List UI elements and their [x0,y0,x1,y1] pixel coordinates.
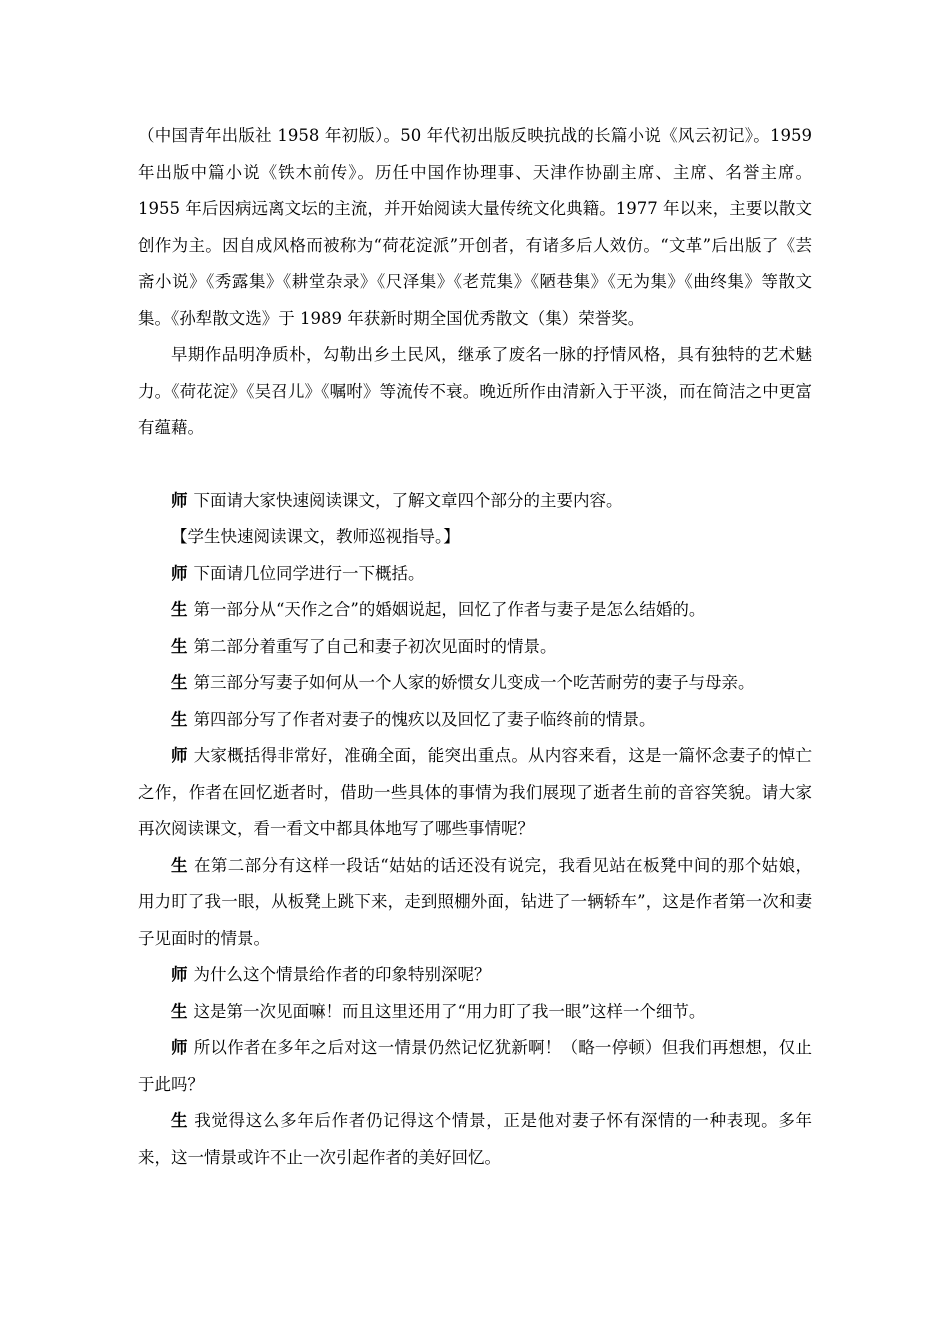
speaker-label: 生 [171,1001,188,1021]
paragraph-gap [138,447,812,483]
dialogue-line [138,1103,812,1176]
dialogue-line [138,665,812,702]
speaker-label: 师 [171,1038,188,1057]
dialogue-line [138,738,812,848]
dialogue-text: 为什么这个情景给作者的印象特别深呢？ [193,965,491,984]
bio-paragraph: （中国青年出版社 1958 年初版）。50 年代初出版反映抗战的长篇小说《风云初记》。1959 年出版中篇小说《铁木前传》。历任中国作协理事、天津作协副主席、主席、名誉主席。1955 年后因病远离文坛的主流，并开始阅读大量传统文化典籍。1977 年以来，主要以散文创作为主。因自成风格而被称为“荷花淀派”开创者，有诸多后人效仿。“文革”后出版了《芸斋小说》《秀露集》《耕堂杂录》《尺泽集》《老荒集》《陋巷集》《无为集》《曲终集》等散文集。《孙犁散文选》于 1989 年获新时期全国优秀散文（集）荣誉奖。 [138,126,812,328]
dialogue-line [138,702,812,739]
dialogue-text: 【学生快速阅读课文，教师巡视指导。】 [171,527,460,546]
speaker-label: 生 [171,673,188,692]
speaker-label: 师 [171,563,188,583]
dialogue-text: 所以作者在多年之后对这一情景仍然记忆犹新啊！（略一停顿）但我们再想想，仅止于此吗？ [138,1038,813,1094]
speaker-label: 师 [171,746,188,765]
dialogue-line [138,556,812,593]
dialogue-line [138,483,812,520]
speaker-label: 生 [171,855,188,875]
dialogue-text: 第三部分写妻子如何从一个人家的娇惯女儿变成一个吃苦耐劳的妻子与母亲。 [193,673,755,692]
dialogue-line [138,994,812,1031]
stage-direction [138,519,812,556]
dialogue-text: 第一部分从“天作之合”的婚姻说起，回忆了作者与妻子是怎么结婚的。 [193,600,706,619]
speaker-label: 师 [171,965,188,984]
dialogue-text: 这是第一次见面嘛！而且这里还用了“用力盯了我一眼”这样一个细节。 [193,1001,706,1021]
dialogue-line [138,629,812,666]
speaker-label: 生 [171,636,188,656]
speaker-label: 生 [171,600,188,619]
dialogue-text: 我觉得这么多年后作者仍记得这个情景，正是他对妻子怀有深情的一种表现。多年来，这一情景或许不止一次引起作者的美好回忆。 [138,1111,813,1167]
dialogue-text: 第四部分写了作者对妻子的愧疚以及回忆了妻子临终前的情景。 [193,709,656,729]
dialogue-line [138,957,812,994]
dialogue-text: 下面请几位同学进行一下概括。 [193,563,425,583]
dialogue-line [138,1030,812,1103]
dialogue-line [138,848,812,958]
dialogue-line [138,592,812,629]
bio-paragraph: 早期作品明净质朴，勾勒出乡土民风，继承了废名一脉的抒情风格，具有独特的艺术魅力。《荷花淀》《吴召儿》《嘱咐》等流传不衰。晚近所作由清新入于平淡，而在简洁之中更富有蕴藉。 [138,345,812,437]
speaker-label: 师 [171,490,188,510]
dialogue-text: 第二部分着重写了自己和妻子初次见面时的情景。 [193,636,557,656]
speaker-label: 生 [171,709,188,729]
dialogue-text: 下面请大家快速阅读课文，了解文章四个部分的主要内容。 [193,490,623,510]
dialogue-text: 在第二部分有这样一段话“姑姑的话还没有说完，我看见站在板凳中间的那个姑娘，用力盯了我一眼，从板凳上跳下来，走到照棚外面，钻进了一辆轿车”，这是作者第一次和妻子见面时的情景。 [138,855,813,948]
speaker-label: 生 [171,1111,189,1130]
dialogue-text: 大家概括得非常好，准确全面，能突出重点。从内容来看，这是一篇怀念妻子的悼亡之作，作者在回忆逝者时，借助一些具体的事情为我们展现了逝者生前的音容笑貌。请大家再次阅读课文，看一看文中都具体地写了哪些事情呢？ [138,746,813,838]
